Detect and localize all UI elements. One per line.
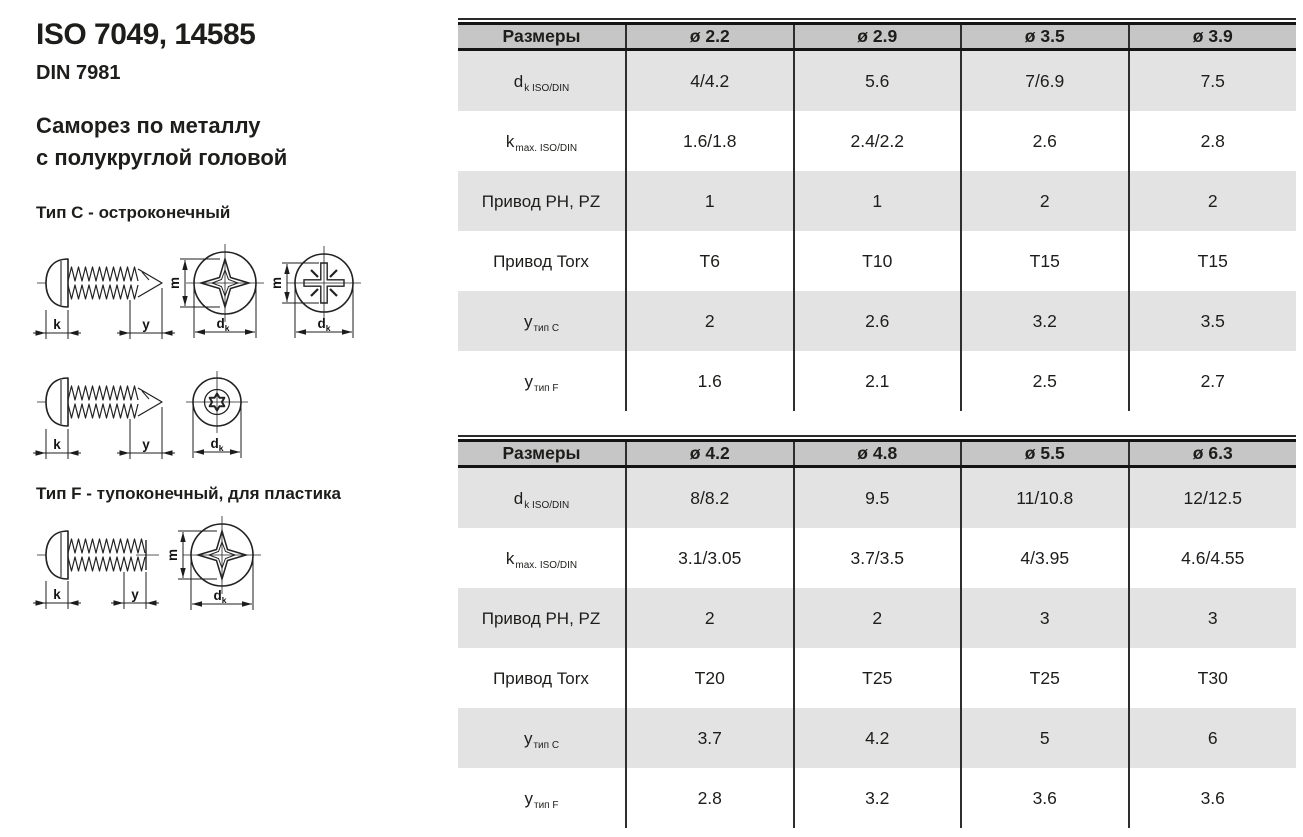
dim-label-m: m (167, 276, 182, 290)
screw-side-view-pointed (37, 378, 162, 426)
row-label-sub: k ISO/DIN (524, 82, 570, 94)
dimension-y (111, 572, 159, 609)
value-cell: 11/10.8 (961, 467, 1129, 529)
size-table (458, 22, 1296, 411)
table-row-kmax (458, 528, 1296, 588)
table-row-ph-pz-drive (458, 588, 1296, 648)
page-title: ISO 7049, 14585 (36, 18, 256, 51)
value-cell: 3 (1129, 588, 1297, 648)
value-cell: 2 (1129, 171, 1297, 231)
dim-label-dk (211, 436, 224, 453)
size-table (458, 439, 1296, 828)
type-c-screw-drawing-torx (28, 356, 313, 471)
value-cell: 2.8 (626, 768, 794, 828)
row-label (458, 648, 626, 708)
value-cell: 2.1 (794, 351, 962, 411)
value-cell: 4/3.95 (961, 528, 1129, 588)
type-c-screw-drawing-ph-pz (28, 238, 373, 346)
value-cell: 2.8 (1129, 111, 1297, 171)
table-header-row (458, 441, 1296, 467)
dim-label-dk (318, 316, 331, 333)
dim-label-k: k (53, 437, 61, 452)
size-table-small-diameters (458, 18, 1296, 411)
value-cell: T25 (961, 648, 1129, 708)
type-f-label: Тип F - тупоконечный, для пластика (36, 484, 341, 503)
value-cell: 3.6 (961, 768, 1129, 828)
pz-recess-head-view (287, 246, 361, 320)
row-label (458, 708, 626, 768)
dim-label-dk-main: d (213, 588, 222, 603)
header-cell-sizes: Размеры (458, 441, 626, 467)
row-label-main: d (513, 488, 524, 508)
row-label (458, 231, 626, 291)
row-label (458, 351, 626, 411)
row-label (458, 528, 626, 588)
row-label (458, 467, 626, 529)
row-label-sub: тип F (534, 799, 559, 811)
value-cell: 2.6 (961, 111, 1129, 171)
header-cell-diameter: ø 2.9 (794, 24, 962, 50)
value-cell: 3.1/3.05 (626, 528, 794, 588)
value-cell: 3.2 (794, 768, 962, 828)
dim-label-dk-main: d (317, 316, 326, 331)
value-cell: 3 (961, 588, 1129, 648)
dim-label-m: m (269, 276, 284, 290)
header-cell-diameter: ø 4.8 (794, 441, 962, 467)
type-c-label: Тип C - остроконечный (36, 203, 231, 222)
value-cell: 12/12.5 (1129, 467, 1297, 529)
row-label (458, 768, 626, 828)
value-cell: T10 (794, 231, 962, 291)
value-cell: T30 (1129, 648, 1297, 708)
row-label-main: Привод Torx (493, 251, 589, 271)
dim-label-k: k (53, 587, 61, 602)
product-description-line2: с полукруглой головой (36, 145, 288, 170)
value-cell: 1.6/1.8 (626, 111, 794, 171)
row-label (458, 50, 626, 112)
header-cell-diameter: ø 2.2 (626, 24, 794, 50)
table-row-dk (458, 467, 1296, 529)
value-cell: 7/6.9 (961, 50, 1129, 112)
table-row-y-type-c (458, 291, 1296, 351)
dim-label-dk-sub: k (224, 323, 230, 333)
header-cell-diameter: ø 6.3 (1129, 441, 1297, 467)
dim-label-y: y (142, 317, 150, 332)
dim-label-dk (214, 588, 227, 605)
dim-label-dk-sub: k (221, 595, 227, 605)
row-label-sub: max. ISO/DIN (515, 559, 578, 571)
dim-label-dk (217, 316, 230, 333)
table-row-y-type-f (458, 351, 1296, 411)
value-cell: 4.2 (794, 708, 962, 768)
row-label-main: d (513, 71, 524, 91)
value-cell: 7.5 (1129, 50, 1297, 112)
dim-label-dk-main: d (210, 436, 219, 451)
value-cell: 1 (794, 171, 962, 231)
value-cell: 9.5 (794, 467, 962, 529)
value-cell: 5.6 (794, 50, 962, 112)
value-cell: 2 (961, 171, 1129, 231)
header-cell-diameter: ø 3.5 (961, 24, 1129, 50)
torx-recess-head-view (186, 371, 248, 433)
dimension-y (117, 288, 175, 339)
dim-label-y: y (131, 587, 139, 602)
dim-label-y: y (142, 437, 150, 452)
row-label (458, 171, 626, 231)
value-cell: 4/4.2 (626, 50, 794, 112)
table-header-row (458, 24, 1296, 50)
dimension-k (33, 581, 81, 609)
header-cell-diameter: ø 3.9 (1129, 24, 1297, 50)
value-cell: 3.6 (1129, 768, 1297, 828)
value-cell: 1 (626, 171, 794, 231)
value-cell: 2 (794, 588, 962, 648)
ph-recess-head-view (183, 516, 261, 594)
row-label-main: y (523, 728, 533, 748)
row-label (458, 588, 626, 648)
type-f-screw-drawing-ph (28, 512, 333, 624)
table-row-y-type-c (458, 708, 1296, 768)
row-label-main: y (523, 311, 533, 331)
value-cell: 3.5 (1129, 291, 1297, 351)
value-cell: 4.6/4.55 (1129, 528, 1297, 588)
value-cell: T15 (961, 231, 1129, 291)
row-label-main: k (505, 131, 515, 151)
dimension-k (33, 310, 81, 339)
table-row-torx-drive (458, 648, 1296, 708)
header-cell-diameter: ø 4.2 (626, 441, 794, 467)
dim-label-m: m (165, 548, 180, 562)
value-cell: 2 (626, 588, 794, 648)
dim-label-dk-sub: k (325, 323, 331, 333)
row-label-main: Привод PH, PZ (481, 608, 601, 628)
value-cell: 2.7 (1129, 351, 1297, 411)
dimension-y (117, 407, 175, 459)
dim-label-dk-sub: k (218, 443, 224, 453)
table-row-torx-drive (458, 231, 1296, 291)
dim-label-k: k (53, 317, 61, 332)
table-row-y-type-f (458, 768, 1296, 828)
value-cell: T6 (626, 231, 794, 291)
value-cell: 5 (961, 708, 1129, 768)
screw-side-view-blunt (37, 531, 159, 579)
product-description (36, 110, 287, 174)
value-cell: 8/8.2 (626, 467, 794, 529)
row-label-main: Привод PH, PZ (481, 191, 601, 211)
value-cell: 3.7/3.5 (794, 528, 962, 588)
table-row-kmax (458, 111, 1296, 171)
value-cell: 1.6 (626, 351, 794, 411)
row-label (458, 111, 626, 171)
row-label-sub: max. ISO/DIN (515, 142, 578, 154)
screw-side-view-pointed (37, 259, 162, 307)
row-label-sub: тип C (533, 739, 560, 751)
table-row-ph-pz-drive (458, 171, 1296, 231)
value-cell: 3.2 (961, 291, 1129, 351)
product-description-line1: Саморез по металлу (36, 113, 261, 138)
value-cell: 3.7 (626, 708, 794, 768)
row-label-main: k (505, 548, 515, 568)
row-label (458, 291, 626, 351)
value-cell: 2.4/2.2 (794, 111, 962, 171)
size-table-large-diameters (458, 435, 1296, 828)
row-label-main: Привод Torx (493, 668, 589, 688)
table-row-dk (458, 50, 1296, 112)
dimension-k (33, 429, 81, 459)
row-label-main: y (524, 788, 534, 808)
ph-recess-head-view (186, 244, 264, 322)
value-cell: 6 (1129, 708, 1297, 768)
header-cell-diameter: ø 5.5 (961, 441, 1129, 467)
value-cell: 2.5 (961, 351, 1129, 411)
row-label-sub: k ISO/DIN (524, 499, 570, 511)
value-cell: 2 (626, 291, 794, 351)
row-label-main: y (524, 371, 534, 391)
standard-subtitle: DIN 7981 (36, 62, 121, 84)
dim-label-dk-main: d (216, 316, 225, 331)
row-label-sub: тип F (534, 382, 559, 394)
row-label-sub: тип C (533, 322, 560, 334)
value-cell: T25 (794, 648, 962, 708)
header-cell-sizes: Размеры (458, 24, 626, 50)
value-cell: T20 (626, 648, 794, 708)
value-cell: T15 (1129, 231, 1297, 291)
value-cell: 2.6 (794, 291, 962, 351)
